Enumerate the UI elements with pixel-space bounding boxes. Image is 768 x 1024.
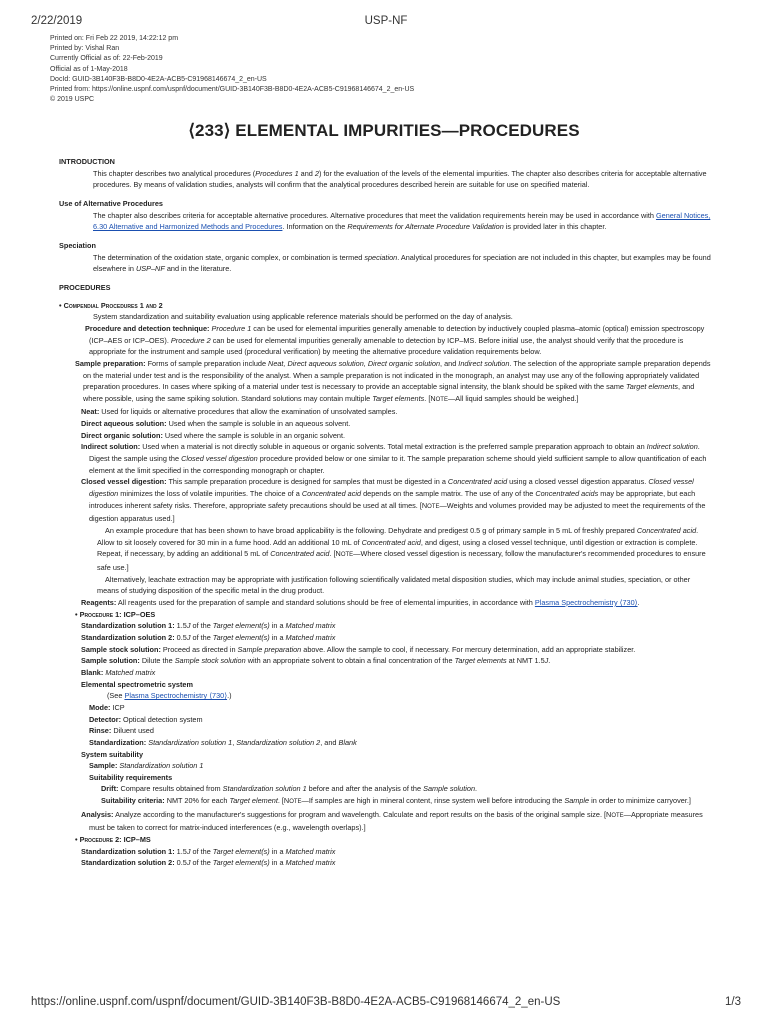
paragraph: This chapter describes two analytical procedures (Procedures 1 and 2) for the evaluation of the levels of the elemental impurities. The chapter also describes criteria for acceptable alternative procedures. By means of validation studies, analysts will confirm that the analytical procedures described herein are suitable for use on specified material. <box>93 168 707 190</box>
meta-line: Printed from: https://online.uspnf.com/uspnf/document/GUID-3B140F3B-B8D0-4E2A-ACB5-C91968146674_2_en-US <box>50 86 415 94</box>
document-body <box>59 156 713 869</box>
paragraph: Standardization solution 1: 1.5J of the Target element(s) in a Matched matrix <box>81 846 336 856</box>
meta-line: © 2019 USPC <box>50 96 95 104</box>
footer-url: https://online.uspnf.com/uspnf/document/GUID-3B140F3B-B8D0-4E2A-ACB5-C91968146674_2_en-US <box>31 996 561 1008</box>
subsection-heading: • Procedure 2: ICP–MS <box>75 835 151 845</box>
paragraph: Procedure and detection technique: Procedure 1 can be used for elemental impurities generally amenable to detection by inductively coupled plasma–atomic (optical) emission spectroscopy (ICP–AES or ICP–OES). Procedure 2 can be used for elemental impurities generally amenable to detection by ICP–MS. Before initial use, the analyst should verify that the procedure is appropriate for the instrument and sample used (procedural verification) by meeting the alternative procedure validation requirements below. <box>85 323 705 357</box>
print-date: 2/22/2019 <box>31 15 83 27</box>
paragraph: Elemental spectrometric system <box>81 679 193 689</box>
paragraph: Rinse: Diluent used <box>89 726 154 736</box>
paragraph: Sample: Standardization solution 1 <box>89 761 204 771</box>
section-heading: Speciation <box>59 240 96 250</box>
paragraph: Reagents: All reagents used for the preparation of sample and standard solutions should be free of elemental impurities, in accordance with Plasma Spectrochemistry ⟨730⟩. <box>81 597 640 607</box>
paragraph: Standardization solution 2: 0.5J of the Target element(s) in a Matched matrix <box>81 632 336 642</box>
paragraph: Drift: Compare results obtained from Standardization solution 1 before and after the analysis of the Sample solution. <box>101 784 478 794</box>
paragraph: Neat: Used for liquids or alternative procedures that allow the examination of unsolvated samples. <box>81 407 398 417</box>
paragraph: Analysis: Analyze according to the manufacturer's suggestions for program and wavelength. Calculate and report results on the basis of the original sample size. [NOTE—Appropriate measures must be taken to correct for matrix-induced interferences (e.g., wavelength overlaps).] <box>81 809 703 833</box>
subsection-heading: • Procedure 1: ICP–OES <box>75 609 156 619</box>
section-heading: Use of Alternative Procedures <box>59 198 163 208</box>
paragraph: Sample solution: Dilute the Sample stock solution with an appropriate solvent to obtain a final concentration of the Target elements at NMT 1.5J. <box>81 656 551 666</box>
paragraph: The chapter also describes criteria for acceptable alternative procedures. Alternative procedures that meet the validation requirements herein may be used in accordance with General Notices, 6.30 Alternative and Harmonized Methods and Procedures. Information on the Requirements for Alternate Procedure Validation is provided later in this chapter. <box>93 210 711 232</box>
paragraph: Alternatively, leachate extraction may be appropriate with justification following scientifically validated metal disposition studies, which may include animal studies, speciation, or other means of studying disposition of the specific metal in the drug product. <box>97 574 691 596</box>
plasma-spectrochemistry-link[interactable]: Plasma Spectrochemistry ⟨730⟩ <box>534 597 638 607</box>
meta-line: Printed on: Fri Feb 22 2019, 14:22:12 pm <box>50 35 179 42</box>
paragraph: (See Plasma Spectrochemistry ⟨730⟩.) <box>107 691 232 701</box>
page-number: 1/3 <box>725 996 741 1008</box>
paragraph: System suitability <box>81 749 144 759</box>
print-metadata <box>50 34 414 105</box>
paragraph: Suitability requirements <box>89 772 173 782</box>
paragraph: Suitability criteria: NMT 20% for each Target element. [NOTE—If samples are high in mineral content, rinse system well before introducing the Sample in order to minimize carryover.] <box>101 796 691 806</box>
page-title: ⟨233⟩ ELEMENTAL IMPURITIES—PROCEDURES <box>188 121 580 140</box>
paragraph: Mode: ICP <box>89 702 125 712</box>
paragraph: Blank: Matched matrix <box>81 667 156 677</box>
meta-line: Official as of 1-May-2018 <box>50 65 128 73</box>
paragraph: System standardization and suitability evaluation using applicable reference materials should be performed on the day of analysis. <box>93 312 513 322</box>
meta-line: DocId: GUID-3B140F3B-B8D0-4E2A-ACB5-C91968146674_2_en-US <box>50 75 267 83</box>
meta-line: Printed by: Vishal Ran <box>50 45 120 53</box>
paragraph: Detector: Optical detection system <box>89 714 203 724</box>
plasma-spectrochemistry-link-2[interactable]: Plasma Spectrochemistry ⟨730⟩ <box>124 691 228 701</box>
section-heading: PROCEDURES <box>59 282 111 292</box>
section-heading: INTRODUCTION <box>59 157 115 166</box>
paragraph: Direct aqueous solution: Used when the sample is soluble in an aqueous solvent. <box>81 419 351 429</box>
paragraph: Indirect solution: Used when a material is not directly soluble in aqueous or organic solvents. Total metal extraction is the preferred sample preparation approach to obtain an Indirect solution. Digest the sample using the Closed vessel digestion procedure provided below or one similar to it. The sample preparation scheme should yield sufficient sample to allow quantification of each element at the limit specified in the corresponding monograph or chapter. <box>81 442 707 475</box>
paragraph: Standardization: Standardization solution 1, Standardization solution 2, and Blank <box>89 737 357 747</box>
paragraph: Direct organic solution: Used where the sample is soluble in an organic solvent. <box>81 430 346 440</box>
paragraph: The determination of the oxidation state, organic complex, or combination is termed speciation. Analytical procedures for speciation are not included in this chapter, but examples may be found elsewhere in USP–NF and in the literature. <box>93 252 711 274</box>
paragraph: An example procedure that has been shown to have broad applicability is the following. Dehydrate and predigest 0.5 g of primary sample in 5 mL of freshly prepared Concentrated acid. Allow to sit loosely covered for 30 min in a fume hood. Add an additional 10 mL of Concentrated acid, and digest, using a closed vessel technique, until digestion or extraction is complete. Repeat, if necessary, by adding an additional 5 mL of Concentrated acid. [NOTE—Where closed vessel digestion is necessary, follow the manufacturer's recommended procedures to ensure safe use.] <box>97 526 706 572</box>
paragraph: Standardization solution 2: 0.5J of the Target element(s) in a Matched matrix <box>81 858 336 868</box>
paragraph: Closed vessel digestion: This sample preparation procedure is designed for samples that must be digested in a Concentrated acid using a closed vessel digestion apparatus. Closed vessel digestion minimizes the loss of volatile impurities. The choice of a Concentrated acid depends on the sample matrix. The use of any of the Concentrated acids may be appropriate, but each introduces inherent safety risks. Therefore, appropriate safety precautions should be used at all times. [NOTE—Weights and volumes provided may be adjusted to meet the requirements of the digestion apparatus used.] <box>81 477 706 524</box>
general-notices-link[interactable]: General Notices, 6.30 Alternative and Harmonized Methods and Procedures <box>93 210 711 232</box>
paragraph: Sample preparation: Forms of sample preparation include Neat, Direct aqueous solution, Direct organic solution, and Indirect solution. The selection of the appropriate sample preparation depends on the material under test and is the responsibility of the analyst. When a sample preparation is not indicated in the monograph, an analyst may use any of the following appropriately validated preparation procedures. In cases where spiking of a material under test is necessary to provide an acceptable signal intensity, the blank should be spiked with the same Target elements, and where possible, using the same spiking solution. Standard solutions may contain multiple Target elements. [NOTE—All liquid samples should be weighed.] <box>75 358 711 403</box>
paragraph: Standardization solution 1: 1.5J of the Target element(s) in a Matched matrix <box>81 621 336 631</box>
site-name: USP-NF <box>364 15 408 27</box>
meta-line: Currently Official as of: 22-Feb-2019 <box>50 55 163 63</box>
subsection-heading: • Compendial Procedures 1 and 2 <box>59 300 163 310</box>
paragraph: Sample stock solution: Proceed as directed in Sample preparation above. Allow the sample to cool, if necessary. For mercury determination, add an appropriate stabilizer. <box>81 644 636 654</box>
